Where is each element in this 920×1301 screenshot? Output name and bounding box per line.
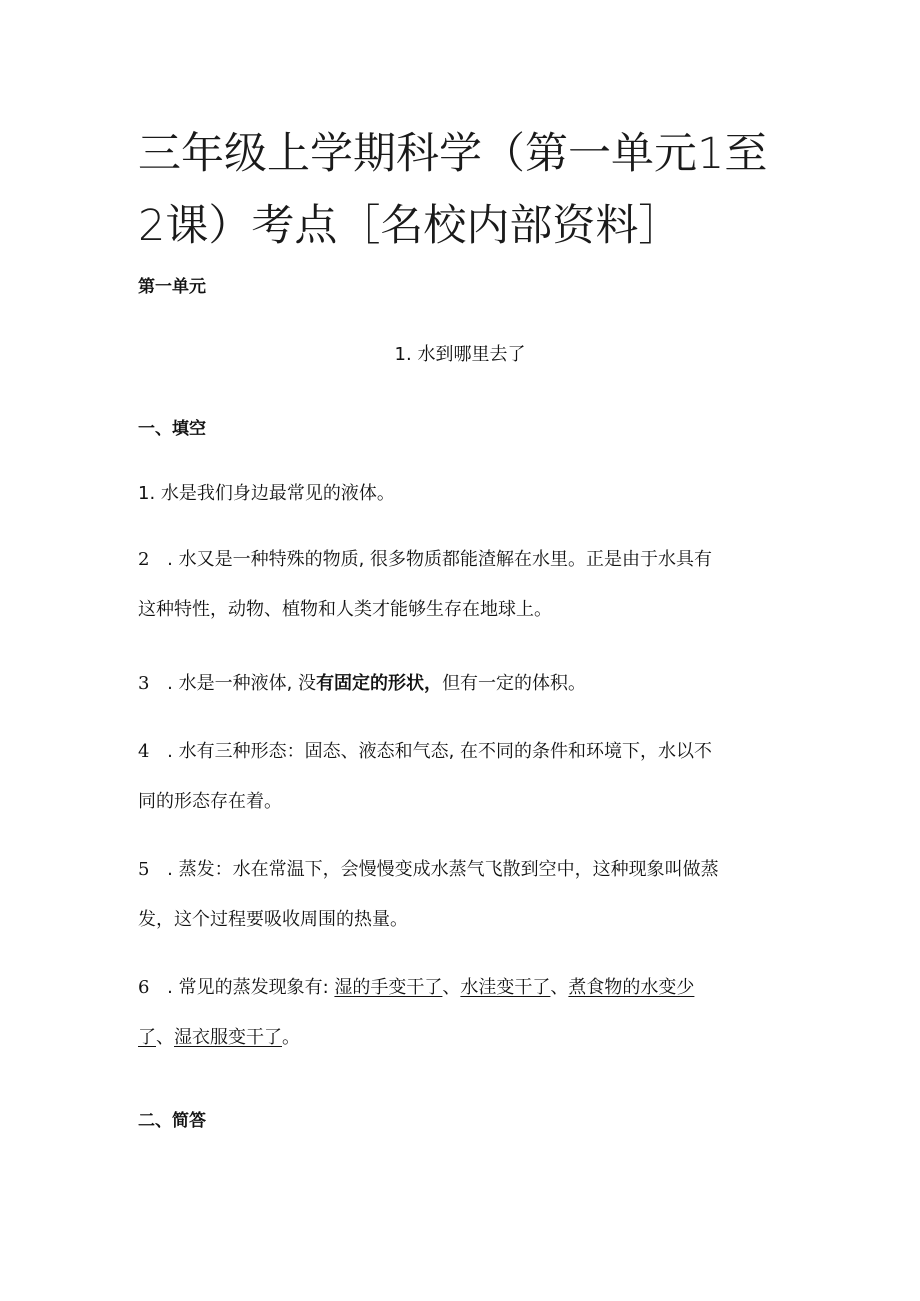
- item-2-number: 2: [138, 549, 150, 570]
- unit-heading: 第一单元: [138, 277, 206, 297]
- section-heading-short-answer: 二、简答: [138, 1111, 206, 1131]
- item-4-line-2: 同的形态存在着。: [138, 791, 282, 812]
- item-6-end: 。: [282, 1027, 300, 1048]
- item-4-number: 4: [138, 741, 150, 762]
- item-5: [138, 850, 788, 940]
- item-2: [138, 540, 788, 630]
- lesson-title: 1. 水到哪里去了: [394, 344, 526, 365]
- item-4: [138, 732, 788, 822]
- item-1-text: 1. 水是我们身边最常见的液体。: [138, 483, 395, 504]
- item-6-example-1: 湿的手变干了: [334, 977, 443, 998]
- item-5-line-1: . 蒸发：水在常温下，会慢慢变成水蒸气飞散到空中，这种现象叫做蒸: [161, 859, 719, 880]
- item-6-number: 6: [138, 977, 150, 998]
- item-6-sep-3: 、: [156, 1027, 174, 1048]
- item-6-sep-2: 、: [550, 977, 569, 998]
- item-6: [138, 968, 788, 1058]
- item-6-example-3-cont: 了: [138, 1027, 156, 1048]
- item-6-pre: . 常见的蒸发现象有:: [161, 977, 335, 998]
- item-3-bold: 有固定的形状，: [316, 673, 443, 694]
- item-6-example-3: 煮食物的水变少: [568, 977, 695, 998]
- item-3: [138, 664, 788, 704]
- item-6-sep-1: 、: [442, 977, 461, 998]
- item-3-post: 但有一定的体积。: [442, 673, 587, 694]
- item-4-line-1: . 水有三种形态：固态、液态和气态, 在不同的条件和环境下，水以不: [161, 741, 713, 762]
- item-6-example-4: 湿衣服变干了: [174, 1027, 282, 1048]
- item-2-line-2: 这种特性，动物、植物和人类才能够生存在地球上。: [138, 599, 552, 620]
- item-5-number: 5: [138, 859, 150, 880]
- title-line-1: 三年级上学期科学（第一单元1至: [138, 129, 768, 179]
- item-2-line-1: . 水又是一种特殊的物质, 很多物质都能渣解在水里。正是由于水具有: [161, 549, 713, 570]
- item-3-number: 3: [138, 673, 150, 694]
- section-heading-fill-blank: 一、填空: [138, 419, 206, 439]
- item-5-line-2: 发，这个过程要吸收周围的热量。: [138, 909, 408, 930]
- title-line-2: 2课）考点［名校内部资料］: [138, 201, 682, 251]
- item-6-example-2: 水洼变干了: [460, 977, 551, 998]
- item-1: [138, 474, 788, 514]
- document-title: [138, 118, 798, 262]
- item-3-pre: . 水是一种液体, 没: [161, 673, 317, 694]
